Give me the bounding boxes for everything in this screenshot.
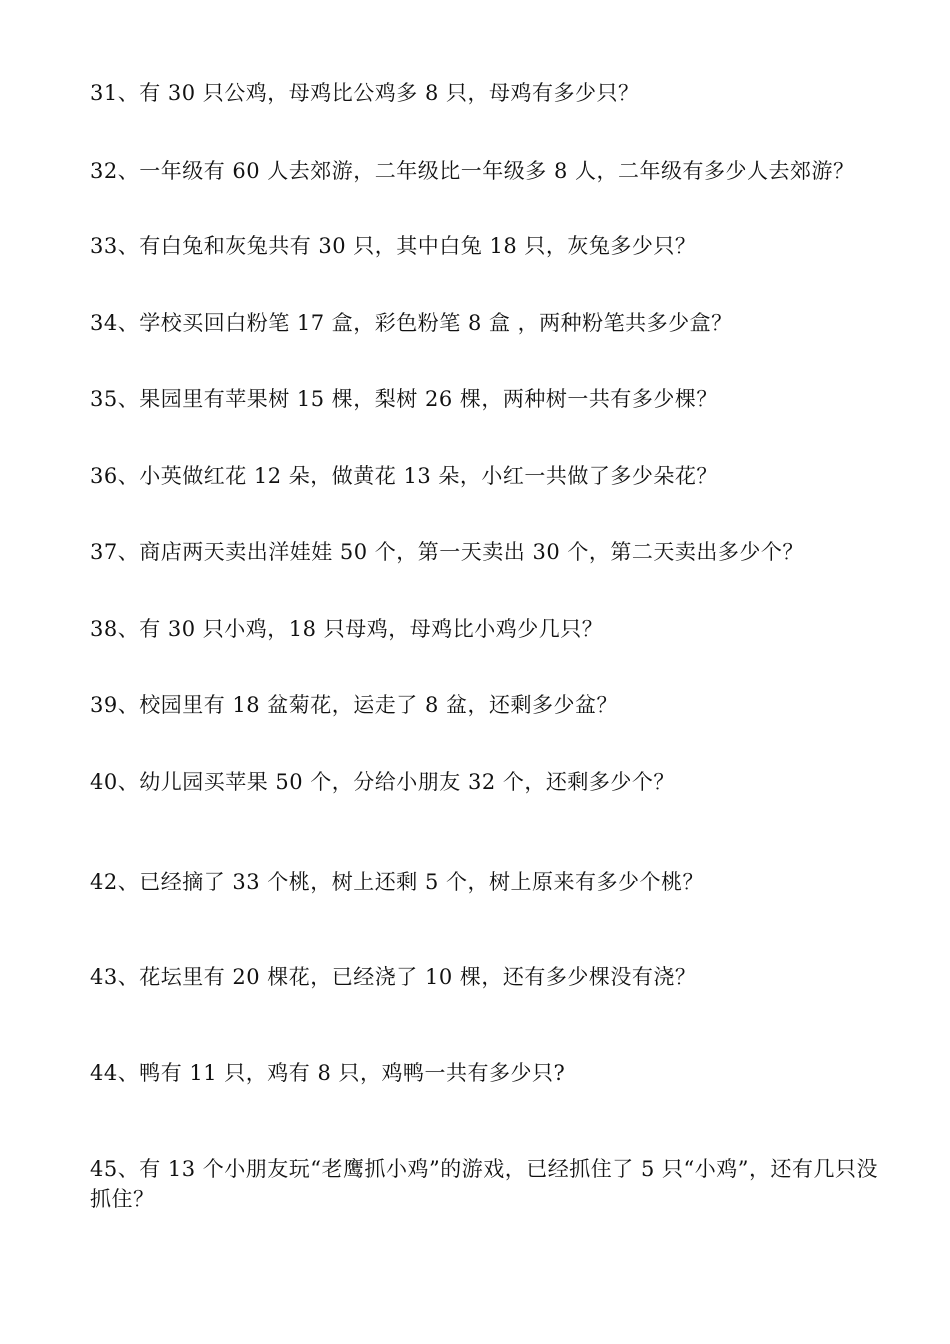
- problem-34: 34、学校买回白粉笔 17 盒，彩色粉笔 8 盒 ，两种粉笔共多少盒？: [90, 311, 733, 335]
- problem-43: 43、花坛里有 20 棵花，已经浇了 10 棵，还有多少棵没有浇？: [90, 965, 697, 989]
- problem-37: 37、商店两天卖出洋娃娃 50 个，第一天卖出 30 个，第二天卖出多少个？: [90, 540, 804, 564]
- problem-32: 32、一年级有 60 人去郊游，二年级比一年级多 8 人，二年级有多少人去郊游？: [90, 159, 855, 183]
- problem-40: 40、幼儿园买苹果 50 个，分给小朋友 32 个，还剩多少个？: [90, 770, 675, 794]
- problem-45: 45、有 13 个小朋友玩“老鹰抓小鸡”的游戏，已经抓住了 5 只“小鸡”，还有几只没抓住？: [90, 1157, 878, 1211]
- problem-31: 31、有 30 只公鸡，母鸡比公鸡多 8 只，母鸡有多少只？: [90, 81, 640, 105]
- problem-38: 38、有 30 只小鸡，18 只母鸡，母鸡比小鸡少几只？: [90, 617, 604, 641]
- problem-44: 44、鸭有 11 只，鸡有 8 只，鸡鸭一共有多少只?: [90, 1061, 566, 1085]
- problem-42: 42、已经摘了 33 个桃，树上还剩 5 个，树上原来有多少个桃？: [90, 870, 705, 894]
- problem-33: 33、有白兔和灰兔共有 30 只，其中白兔 18 只，灰兔多少只？: [90, 234, 697, 258]
- problem-39: 39、校园里有 18 盆菊花，运走了 8 盆，还剩多少盆？: [90, 693, 619, 717]
- problem-35: 35、果园里有苹果树 15 棵，梨树 26 棵，两种树一共有多少棵？: [90, 387, 718, 411]
- problem-36: 36、小英做红花 12 朵，做黄花 13 朵，小红一共做了多少朵花？: [90, 464, 718, 488]
